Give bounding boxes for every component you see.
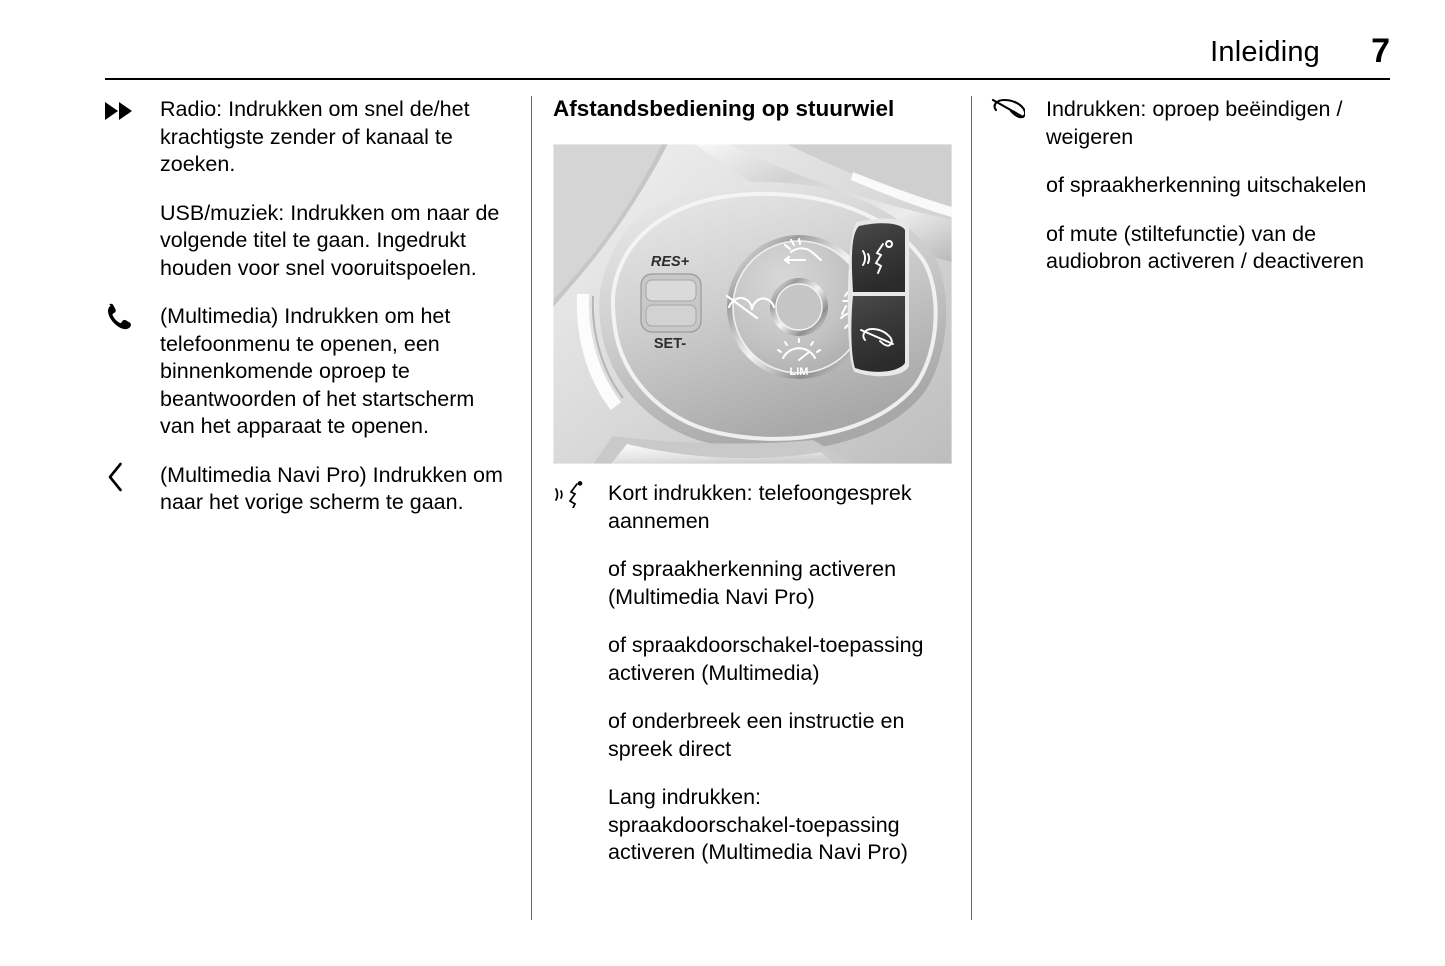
- paragraph: Lang indrukken: spraakdoorschakel-toepassing activeren (Multimedia Navi Pro): [608, 785, 908, 864]
- svg-text:SET-: SET-: [653, 336, 687, 352]
- list-item: [105, 303, 505, 441]
- page-header: [105, 32, 1390, 82]
- paragraph: of onderbreek een instructie en spreek direct: [608, 709, 905, 761]
- list-item-body: [160, 303, 505, 441]
- list-item-body: [1046, 96, 1391, 276]
- phone-button-group: [848, 219, 909, 377]
- end-call-icon: [991, 96, 1039, 122]
- list-item: [553, 480, 953, 867]
- list-item-body: [160, 96, 505, 282]
- paragraph: (Multimedia) Indrukken om het telefoonmenu te openen, een binnenkomende oproep te beantwoorden of het startscherm van het apparaat te openen.: [160, 304, 475, 438]
- list-item: [105, 462, 505, 517]
- column-middle: [553, 96, 953, 867]
- column-separator-2: [971, 96, 972, 920]
- column-right: [991, 96, 1391, 276]
- steering-wheel-controls-photo: [553, 144, 952, 464]
- list-item-body: [608, 480, 953, 867]
- voice-recognition-icon: [553, 480, 601, 508]
- svg-text:LIM: LIM: [789, 366, 809, 378]
- list-item-body: [160, 462, 505, 517]
- section-heading: Afstandsbediening op stuurwiel: [553, 96, 895, 121]
- paragraph: of spraakherkenning activeren (Multimedia Navi Pro): [608, 557, 897, 609]
- paragraph: (Multimedia Navi Pro) Indrukken om naar het vorige scherm te gaan.: [160, 462, 503, 514]
- phone-handset-icon: [105, 303, 153, 331]
- voice-answer-button: [852, 223, 905, 292]
- paragraph: Kort indrukken: telefoongesprek aannemen: [608, 481, 912, 533]
- list-item: [105, 96, 505, 282]
- paragraph: Radio: Indrukken om snel de/het krachtigste zender of kanaal te zoeken.: [160, 97, 470, 176]
- paragraph: Indrukken: oproep beëindigen / weigeren: [1046, 97, 1343, 149]
- paragraph: USB/muziek: Indrukken om naar de volgende titel te gaan. Ingedrukt houden voor snel vooruitspoelen.: [160, 200, 500, 280]
- paragraph: of spraakdoorschakel-toepassing activeren (Multimedia): [608, 633, 924, 685]
- back-chevron-icon: [105, 462, 153, 492]
- header-rule: [105, 78, 1390, 80]
- fast-forward-icon: [105, 96, 153, 124]
- svg-text:RES+: RES+: [650, 254, 690, 270]
- list-item: [991, 96, 1391, 276]
- column-left: [105, 96, 505, 517]
- paragraph: of mute (stiltefunctie) van de audiobron activeren / deactiveren: [1046, 221, 1364, 273]
- page-number: 7: [1371, 32, 1390, 70]
- page-title: Inleiding: [1210, 36, 1320, 68]
- end-call-button: [851, 296, 905, 372]
- paragraph: of spraakherkenning uitschakelen: [1046, 173, 1367, 197]
- column-separator-1: [531, 96, 532, 920]
